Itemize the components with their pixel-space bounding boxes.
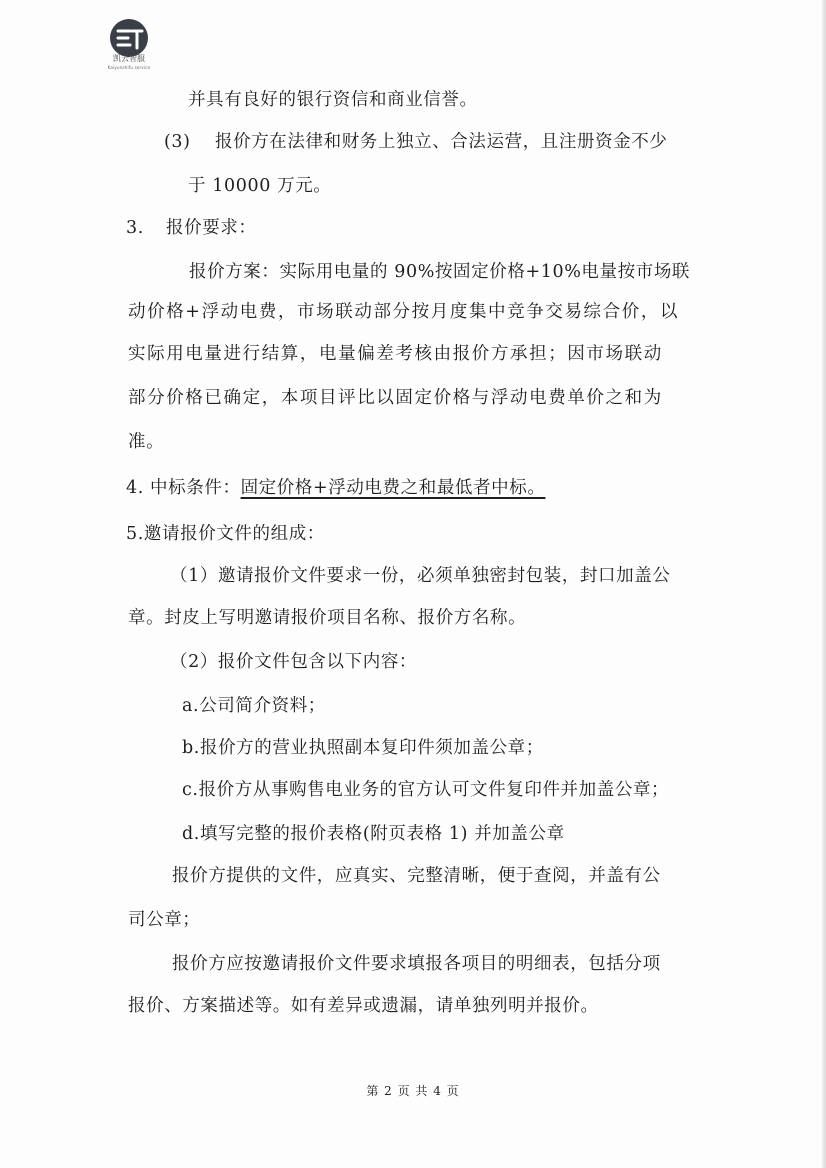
award-label: 4. 中标条件：: [126, 478, 241, 498]
page-number: 第 2 页 共 4 页: [366, 1084, 460, 1098]
text-line: 于 10000 万元。: [188, 176, 332, 196]
section-heading: 5.邀请报价文件的组成：: [126, 524, 325, 544]
text-line: 司公章；: [128, 910, 201, 930]
list-item: d.填写完整的报价表格(附页表格 1) 并加盖公章: [182, 824, 565, 844]
text-line: 实际用电量进行结算，电量偏差考核由报价方承担；因市场联动: [128, 344, 663, 364]
text-line: 准。: [128, 432, 165, 452]
text-line: 报价方应按邀请报价文件要求填报各项目的明细表，包括分项: [172, 954, 661, 974]
section-heading: [126, 476, 545, 500]
text-line: 报价方案：实际用电量的 90%按固定价格+10%电量按市场联: [189, 262, 691, 282]
list-item: c.报价方从事购售电业务的官方认可文件复印件并加盖公章；: [182, 780, 670, 800]
section-heading: 报价要求：: [166, 218, 257, 238]
list-item: b.报价方的营业执照副本复印件须加盖公章；: [182, 738, 544, 758]
text-line: 章。封皮上写明邀请报价项目名称、报价方名称。: [128, 608, 527, 628]
text-line: （1）邀请报价文件要求一份，必须单独密封包装，封口加盖公: [170, 566, 671, 586]
text-line: 动价格+浮动电费，市场联动部分按月度集中竞争交易综合价，以: [128, 302, 680, 322]
list-number: (3): [164, 132, 191, 152]
text-line: 报价、方案描述等。如有差异或遗漏，请单独列明并报价。: [128, 996, 599, 1016]
text-line: 报价方提供的文件，应真实、完整清晰，便于查阅，并盖有公: [172, 866, 661, 886]
text-line: （2）报价文件包含以下内容：: [170, 652, 418, 672]
logo-subcaption: Kaiyunzhifu service: [107, 65, 151, 70]
text-line: 并具有良好的银行资信和商业信誉。: [188, 90, 478, 110]
scan-edge: [822, 0, 826, 1168]
list-item: a.公司简介资料；: [182, 696, 326, 716]
text-line: 部分价格已确定，本项目评比以固定价格与浮动电费单价之和为: [128, 388, 663, 408]
section-number: 3.: [126, 218, 144, 238]
text-line: 报价方在法律和财务上独立、合法运营，且注册资金不少: [215, 132, 668, 152]
logo-caption: 凯云智服: [113, 54, 145, 63]
award-condition: 固定价格+浮动电费之和最低者中标。: [240, 478, 546, 498]
